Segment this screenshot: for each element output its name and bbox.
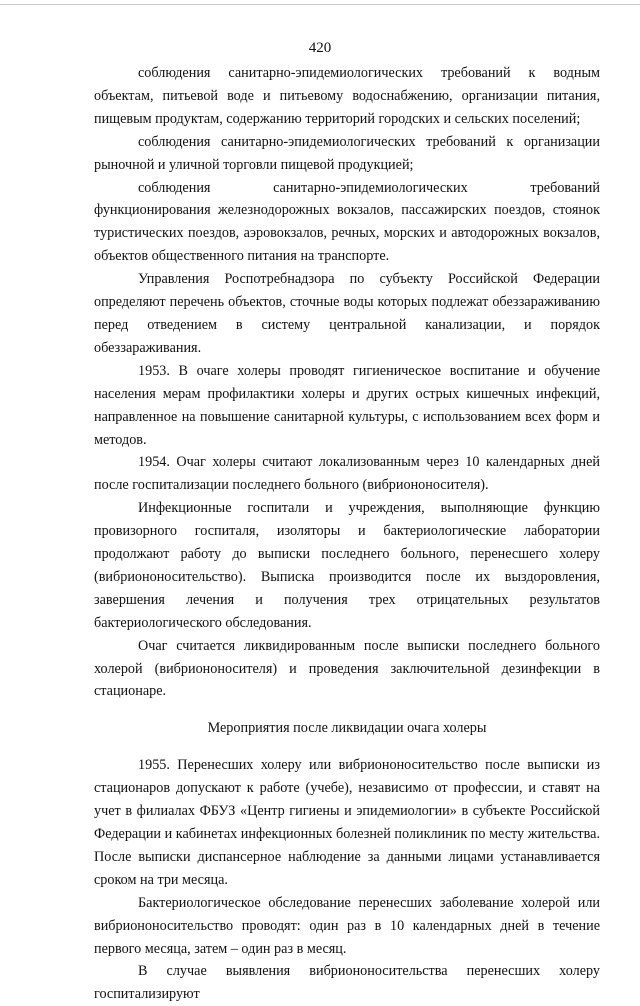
paragraph-hospitals: Инфекционные госпитали и учреждения, выполняющие функцию провизорного госпиталя, изоляторы и бактериологические лаборатории продолжают работу до выписки последнего больного, перенесшего холеру (вибриононосительство). Выписка производится после их выздоровления, завершения лечения и получения трех отрицательных результатов бактериологического обследования.: [94, 500, 600, 631]
paragraph-market-trade: соблюдения санитарно-эпидемиологических требований к организации рыночной и уличной торговли пищевой продукцией;: [94, 133, 600, 173]
paragraph-1953: 1953. В очаге холеры проводят гигиеническое воспитание и обучение населения мерам профилактики холеры и других острых кишечных инфекций, направленное на повышение санитарной культуры, с использованием всех форм и методов.: [94, 362, 600, 448]
paragraph-bacteriological-examination: Бактериологическое обследование перенесших заболевание холерой или вибриононосительство проводят: один раз в 10 календарных дней в течение первого месяца, затем – один раз в месяц.: [94, 894, 600, 957]
section-heading: Мероприятия после ликвидации очага холеры: [207, 720, 487, 737]
paragraph-outbreak-liquidated: Очаг считается ликвидированным после выписки последнего больного холерой (вибриононосителя) и проведения заключительной дезинфекции в стационаре.: [94, 637, 600, 700]
paragraph-water-requirements: соблюдения санитарно-эпидемиологических требований к водным объектам, питьевой воде и питьевому водоснабжению, организации питания, пищевым продуктам, содержанию территорий городских и сельских поселений;: [94, 65, 600, 127]
page-number: 420: [308, 40, 332, 56]
top-edge-line: [0, 4, 640, 5]
paragraph-hospitalization: В случае выявления вибриононосительства перенесших холеру госпитализируют: [94, 963, 600, 1003]
paragraph-1955: 1955. Перенесших холеру или вибриононосительство после выписки из стационаров допускают к работе (учебе), независимо от профессии, и ставят на учет в филиалах ФБУЗ «Центр гигиены и эпидемиологии» в субъекте Российской Федерации и кабинетах инфекционных болезней поликлиник по месту жительства. После выписки диспансерное наблюдение за данными лицами устанавливается сроком на три месяца.: [94, 757, 600, 888]
document-body: [94, 62, 600, 1006]
paragraph-1954: 1954. Очаг холеры считают локализованным через 10 календарных дней после госпитализации последнего больного (вибриононосителя).: [94, 454, 600, 494]
paragraph-transport-stations: соблюдения санитарно-эпидемиологических требований функционирования железнодорожных вокзалов, пассажирских поездов, стоянок туристических поездов, аэровокзалов, речных, морских и автодорожных вокзалов, объектов общественного питания на транспорте.: [94, 179, 600, 265]
paragraph-wastewater-disinfection: Управления Роспотребнадзора по субъекту Российской Федерации определяют перечень объектов, сточные воды которых подлежат обеззараживанию перед отведением в систему центральной канализации, и порядок обеззараживания.: [94, 271, 600, 356]
